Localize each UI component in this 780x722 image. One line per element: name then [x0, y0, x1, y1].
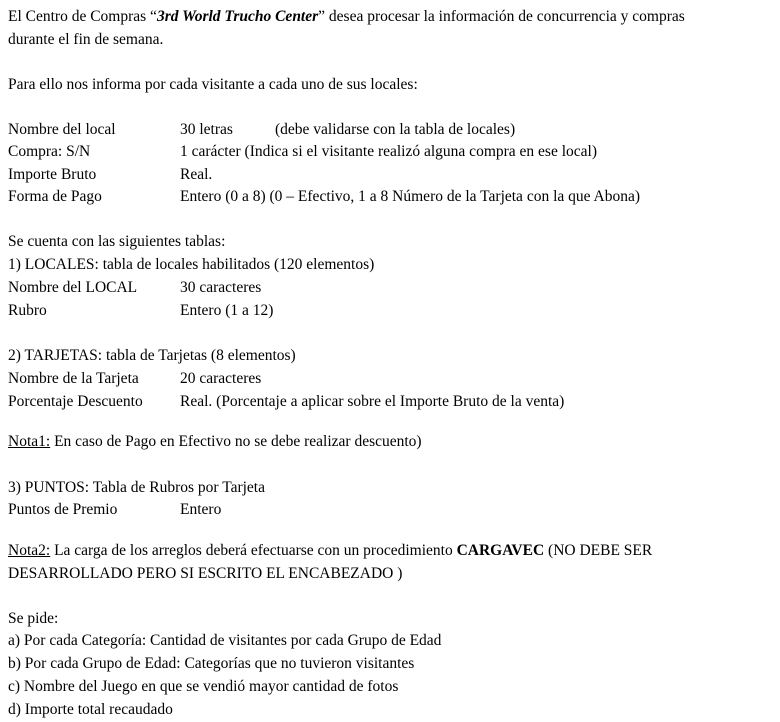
- nota2-text: La carga de los arreglos deberá efectuarse con un procedimiento: [50, 542, 457, 559]
- nota2-rest: (NO DEBE SER: [544, 542, 653, 559]
- locales-title: 1) LOCALES: tabla de locales habilitados (120 elementos): [8, 256, 375, 273]
- nota2-procedure: CARGAVEC: [456, 542, 545, 559]
- field-label: Forma de Pago: [8, 188, 102, 205]
- tarjetas-row-value: Real. (Porcentaje a aplicar sobre el Importe Bruto de la venta): [180, 393, 565, 410]
- list-item: d) Importe total recaudado: [8, 701, 173, 718]
- field-label: Compra: S/N: [8, 143, 91, 160]
- puntos-row-label: Puntos de Premio: [8, 501, 118, 518]
- nota1-label: Nota1:: [8, 433, 51, 450]
- field-value: Real.: [180, 166, 213, 183]
- tables-intro: Se cuenta con las siguientes tablas:: [8, 233, 226, 250]
- field-label: Importe Bruto: [8, 166, 97, 183]
- locales-row-value: Entero (1 a 12): [180, 302, 274, 319]
- field-label: Nombre del local: [8, 121, 116, 138]
- intro-line-2: durante el fin de semana.: [8, 31, 164, 48]
- tarjetas-row-value: 20 caracteres: [180, 370, 262, 387]
- puntos-title: 3) PUNTOS: Tabla de Rubros por Tarjeta: [8, 479, 265, 496]
- nota1: [8, 431, 422, 454]
- tarjetas-row-label: Porcentaje Descuento: [8, 393, 143, 410]
- nota2-line-1: [8, 540, 652, 563]
- locales-row-value: 30 caracteres: [180, 279, 262, 296]
- list-item: b) Por cada Grupo de Edad: Categorías que no tuvieron visitantes: [8, 655, 415, 672]
- tarjetas-row-label: Nombre de la Tarjeta: [8, 370, 139, 387]
- center-name: 3rd World Trucho Center: [156, 8, 319, 25]
- intro-post: ” desea procesar la información de concurrencia y compras: [318, 8, 685, 25]
- intro-line-1: [8, 6, 685, 29]
- nota2-line-2: DESARROLLADO PERO SI ESCRITO EL ENCABEZADO ): [8, 565, 403, 582]
- list-item: c) Nombre del Juego en que se vendió mayor cantidad de fotos: [8, 678, 399, 695]
- intro-pre: El Centro de Compras “: [8, 8, 157, 25]
- field-value: 1 carácter (Indica si el visitante realizó alguna compra en ese local): [180, 143, 597, 160]
- para-inform: Para ello nos informa por cada visitante a cada uno de sus locales:: [8, 76, 418, 93]
- list-item: a) Por cada Categoría: Cantidad de visitantes por cada Grupo de Edad: [8, 632, 442, 649]
- field-note: (debe validarse con la tabla de locales): [275, 121, 516, 138]
- field-value: 30 letras: [180, 121, 233, 138]
- se-pide: Se pide:: [8, 610, 59, 627]
- field-value: Entero (0 a 8) (0 – Efectivo, 1 a 8 Número de la Tarjeta con la que Abona): [180, 188, 641, 205]
- puntos-row-value: Entero: [180, 501, 222, 518]
- nota1-text: En caso de Pago en Efectivo no se debe realizar descuento): [50, 433, 422, 450]
- locales-row-label: Rubro: [8, 302, 47, 319]
- nota2-label: Nota2:: [8, 542, 51, 559]
- locales-row-label: Nombre del LOCAL: [8, 279, 138, 296]
- tarjetas-title: 2) TARJETAS: tabla de Tarjetas (8 elementos): [8, 347, 296, 364]
